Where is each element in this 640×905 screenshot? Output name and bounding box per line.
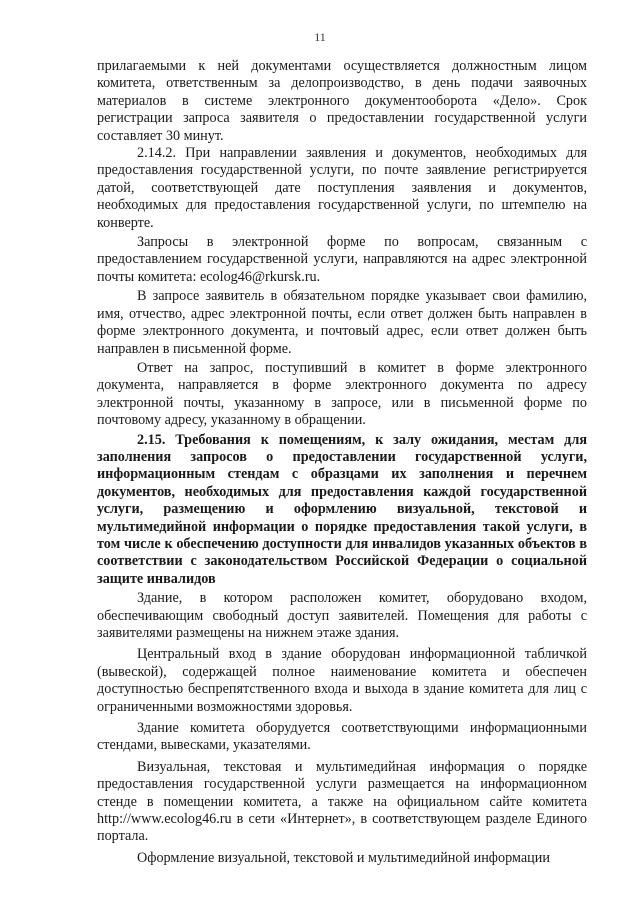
paragraph-stands: Здание комитета оборудуется соответствующими информационными стендами, вывесками, указателями. — [97, 720, 587, 754]
paragraph-registration-continued: прилагаемыми к ней документами осуществляется должностным лицом комитета, ответственным за делопроизводство, в день подачи заявочных материалов в системе электронного документооборота «Дело». Срок регистрации запроса заявителя о предоставлении государственной услуги составляет 30 минут. — [97, 58, 587, 144]
paragraph-visual-info: Визуальная, текстовая и мультимедийная информация о порядке предоставления государственной услуги размещается на информационном стенде в помещении комитета, а также на официальном сайте комитета http://www.ecolog46.ru в сети «Интернет», в соответствующем разделе Единого портала. — [97, 758, 587, 845]
paragraph-electronic-requests: Запросы в электронной форме по вопросам, связанным с предоставлением государственной услуги, направляются на адрес электронной почты комитета: ecolog46@rkursk.ru. — [97, 234, 587, 285]
paragraph-building: Здание, в котором расположен комитет, оборудовано входом, обеспечивающим свободный доступ заявителей. Помещения для работы с заявителями размещены на нижнем этаже здания. — [97, 590, 587, 641]
paragraph-central-entrance: Центральный вход в здание оборудован информационной табличкой (вывеской), содержащей полное наименование комитета и обеспечен доступностью беспрепятственного входа и выхода в здание комитета для лиц с ограниченными возможностями здоровья. — [97, 646, 587, 715]
paragraph-design-info: Оформление визуальной, текстовой и мультимедийной информации — [137, 849, 550, 866]
document-body — [97, 58, 587, 867]
paragraph-response: Ответ на запрос, поступивший в комитет в форме электронного документа, направляется в форме электронного документа по адресу электронной почты, указанному в запросе, или в письменной форме по почтовому адресу, указанному в обращении. — [97, 359, 587, 429]
paragraph-2-14-2: 2.14.2. При направлении заявления и документов, необходимых для предоставления государственной услуги, по почте заявление регистрируется датой, соответствующей дате поступления заявления и документов, необходимых для предоставления государственной услуги, по штемпелю на конверте. — [97, 145, 587, 231]
section-heading-2-15: 2.15. Требования к помещениям, к залу ожидания, местам для заполнения запросов о предоставлении государственной услуги, информационным стендам с образцами их заполнения и перечнем документов, необходимых для предоставления каждой государственной услуги, размещению и оформлению визуальной, текстовой и мультимедийной информации о порядке предоставления такой услуги, в том числе к обеспечению доступности для инвалидов указанных объектов в соответствии с законодательством Российской Федерации о социальной защите инвалидов — [97, 431, 587, 587]
page-number: 11 — [314, 30, 326, 44]
paragraph-request-contents: В запросе заявитель в обязательном порядке указывает свои фамилию, имя, отчество, адрес электронной почты, если ответ должен быть направлен в форме электронного документа, и почтовый адрес, если ответ должен быть направлен в письменной форме. — [97, 288, 587, 357]
